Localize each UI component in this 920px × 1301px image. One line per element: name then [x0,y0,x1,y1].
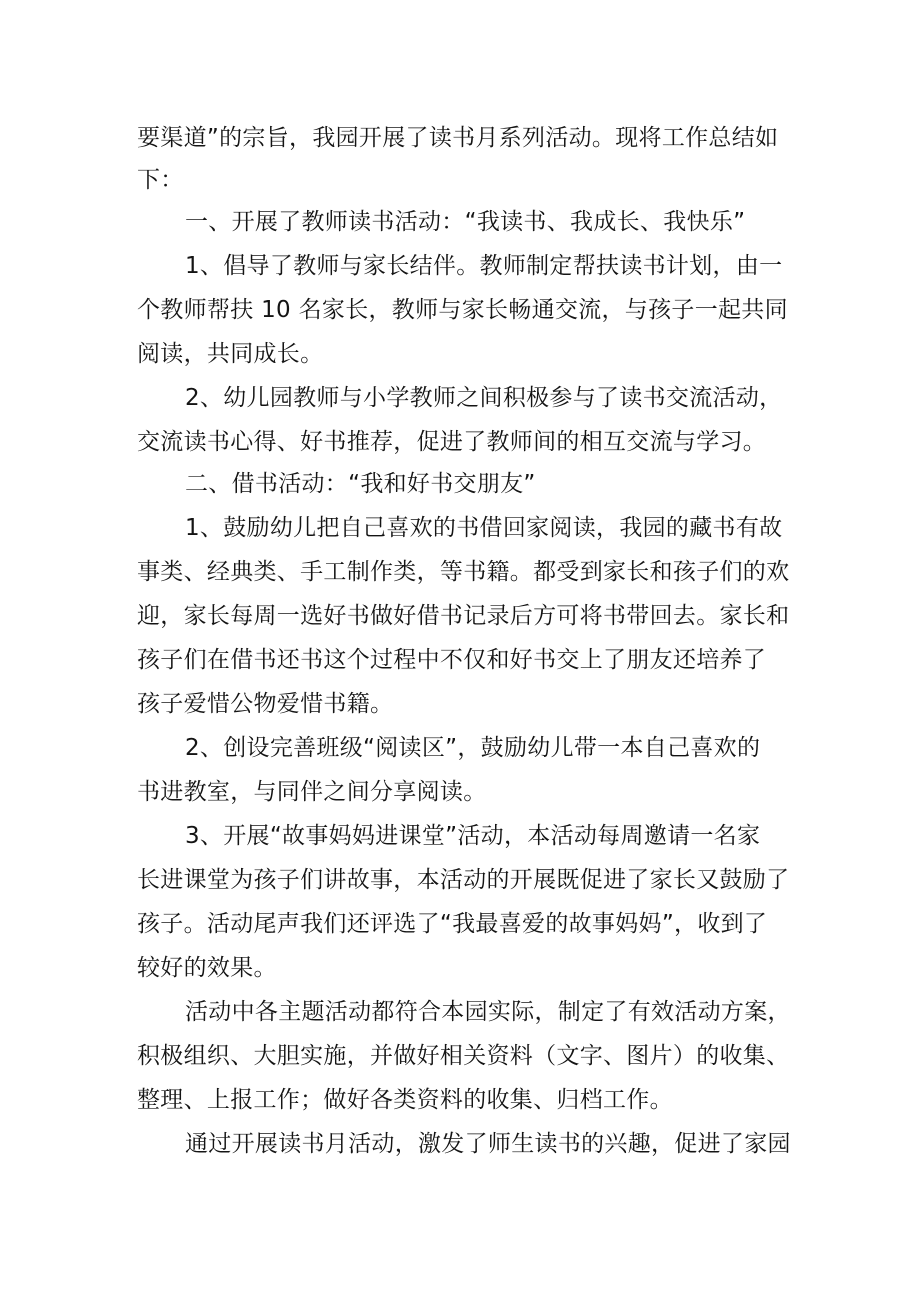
text-line: 整理、上报工作；做好各类资料的收集、归档工作。 [137,1087,673,1113]
text-line: 3、开展“故事妈妈进课堂”活动，本活动每周邀请一名家 [185,823,761,849]
section-heading: 二、借书活动：“我和好书交朋友” [185,471,536,497]
text-line: 孩子们在借书还书这个过程中不仅和好书交上了朋友还培养了 [137,647,767,673]
text-line: 交流读书心得、好书推荐，促进了教师间的相互交流与学习。 [137,429,767,455]
text-line: 1、鼓励幼儿把自己喜欢的书借回家阅读，我园的藏书有故 [185,515,783,541]
text-line: 要渠道”的宗旨，我园开展了读书月系列活动。现将工作总结如 [137,125,779,151]
text-line: 通过开展读书月活动，激发了师生读书的兴趣，促进了家园 [185,1131,791,1157]
section-heading: 一、开展了教师读书活动：“我读书、我成长、我快乐” [185,209,746,235]
text-line: 活动中各主题活动都符合本园实际，制定了有效活动方案， [185,999,791,1025]
text-line: 迎，家长每周一选好书做好借书记录后方可将书带回去。家长和 [137,603,790,629]
text-line: 2、幼儿园教师与小学教师之间积极参与了读书交流活动， [185,385,783,411]
text-line: 长进课堂为孩子们讲故事，本活动的开展既促进了家长又鼓励了 [137,867,790,893]
text-line: 积极组织、大胆实施，并做好相关资料（文字、图片）的收集、 [137,1043,790,1069]
text-line: 2、创设完善班级“阅读区”，鼓励幼儿带一本自己喜欢的 [185,735,761,761]
text-line: 1、倡导了教师与家长结伴。教师制定帮扶读书计划，由一 [185,253,783,279]
text-line: 较好的效果。 [137,955,277,981]
text-line: 阅读，共同成长。 [137,341,324,367]
text-line: 孩子爱惜公物爱惜书籍。 [137,691,394,717]
text-line: 孩子。活动尾声我们还评选了“我最喜爱的故事妈妈”，收到了 [137,911,768,937]
text-line: 书进教室，与同伴之间分享阅读。 [137,779,487,805]
text-line: 下： [137,167,184,193]
text-line: 事类、经典类、手工制作类，等书籍。都受到家长和孩子们的欢 [137,559,790,585]
text-line: 个教师帮扶 10 名家长，教师与家长畅通交流，与孩子一起共同 [137,297,788,323]
